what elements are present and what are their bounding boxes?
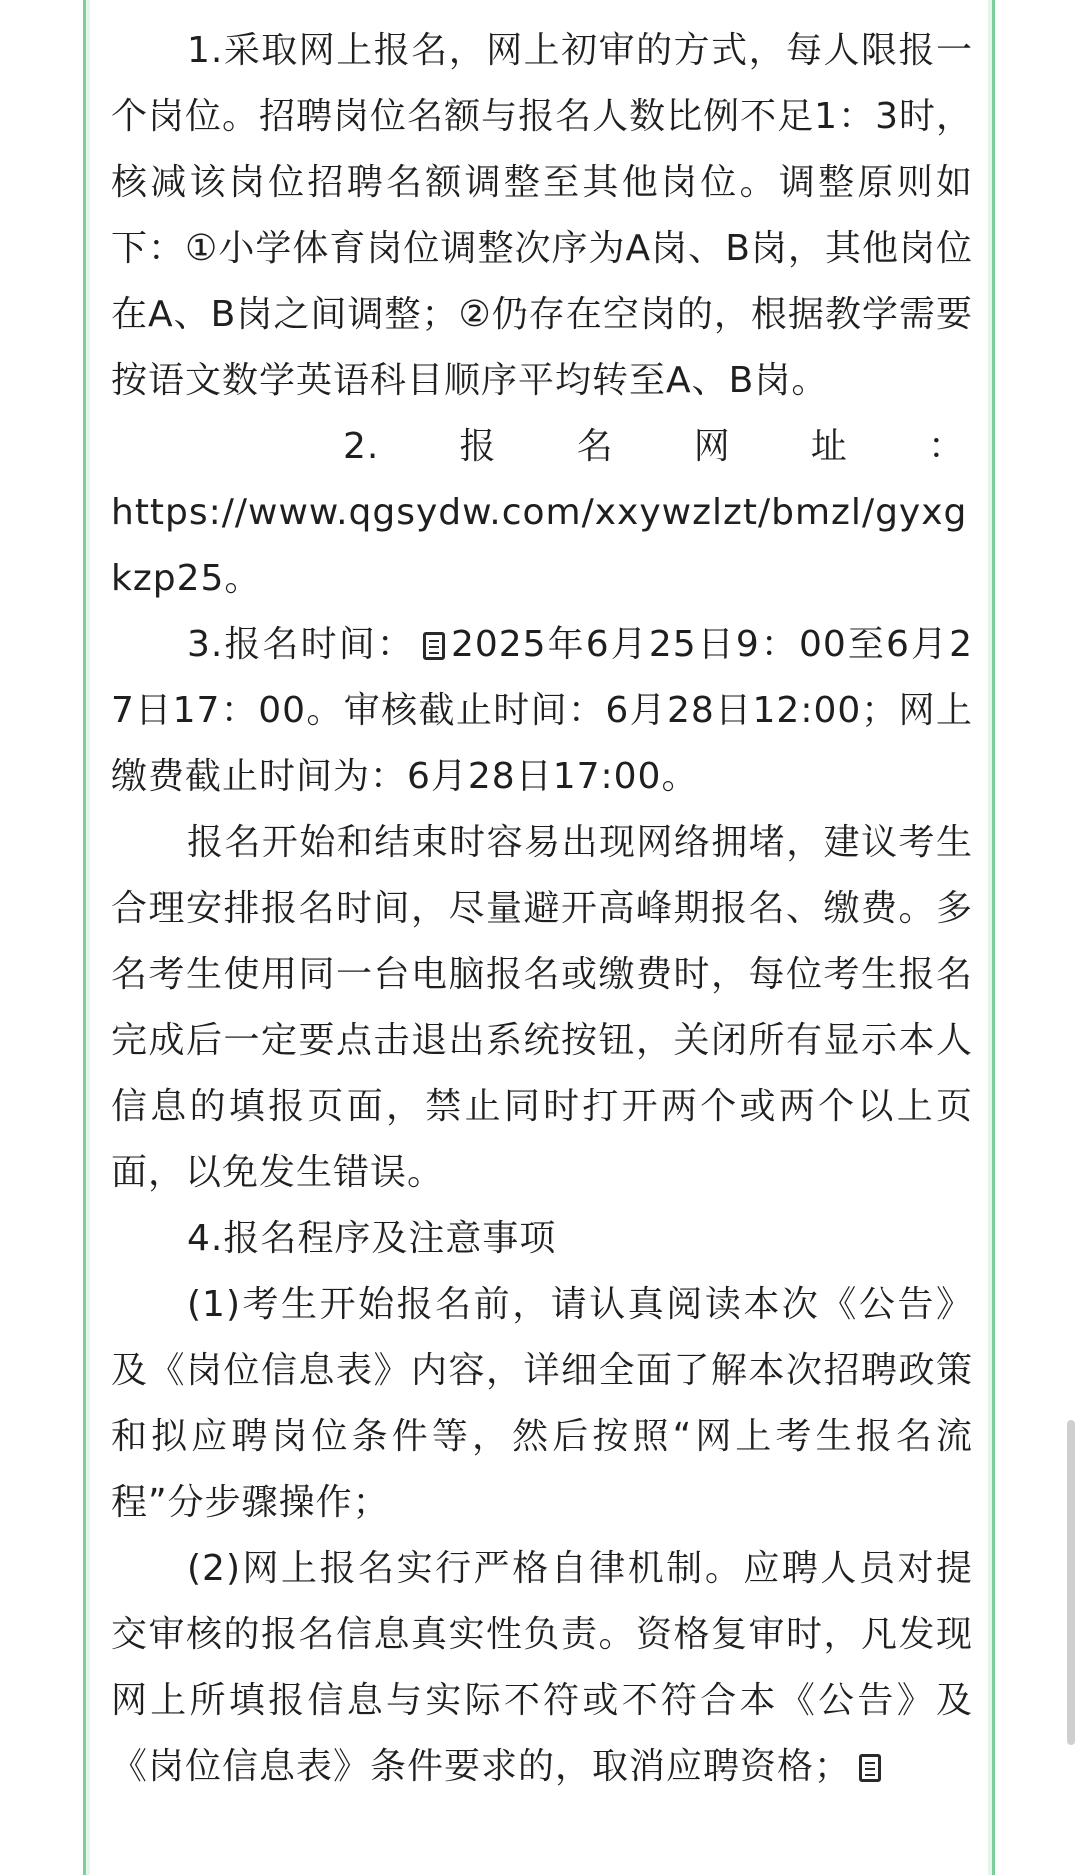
url-label-char: 名 <box>576 426 614 467</box>
paragraph-4: 报名开始和结束时容易出现网络拥堵，建议考生合理安排报名时间，尽量避开高峰期报名、缴费。多名考生使用同一台电脑报名或缴费时，每位考生报名完成后一定要点击退出系统按钮，关闭所有显示本人信息的填报页面，禁止同时打开两个或两个以上页面，以免发生错误。 <box>111 822 973 1193</box>
paragraph-3 <box>111 612 973 810</box>
paragraph-6: (1)考生开始报名前，请认真阅读本次《公告》及《岗位信息表》内容，详细全面了解本次招聘政策和拟应聘岗位条件等，然后按照“网上考生报名流程”分步骤操作； <box>111 1284 973 1523</box>
scrollbar-thumb[interactable] <box>1067 1420 1075 1745</box>
paragraph-7 <box>111 1536 973 1800</box>
paragraph-5: 4.报名程序及注意事项 <box>187 1218 557 1259</box>
url-label-char: 2. <box>343 426 380 467</box>
article-content <box>111 18 973 1800</box>
paragraph-7-text: (2)网上报名实行严格自律机制。应聘人员对提交审核的报名信息真实性负责。资格复审时，凡发现网上所填报信息与实际不符或不符合本《公告》及《岗位信息表》条件要求的，取消应聘资格； <box>111 1548 973 1787</box>
signup-time-text: 2025年6月25日9：00至6月27日17：00。审核截止时间：6月28日12:00；网上缴费截止时间为：6月28日17:00。 <box>111 624 973 797</box>
url-label-char: 报 <box>459 426 497 467</box>
signup-url-link[interactable]: https://www.qgsydw.com/xxywzlzt/bmzl/gyxgkzp25。 <box>111 492 968 599</box>
url-label-char: 址 <box>810 426 848 467</box>
url-label-char: ： <box>927 426 965 467</box>
paragraph-1: 1.采取网上报名，网上初审的方式，每人限报一个岗位。招聘岗位名额与报名人数比例不足1：3时，核减该岗位招聘名额调整至其他岗位。调整原则如下：①小学体育岗位调整次序为A岗、B岗，其他岗位在A、B岗之间调整；②仍存在空岗的，根据教学需要按语文数学英语科目顺序平均转至A、B岗。 <box>111 30 973 401</box>
signup-time-label: 3.报名时间： <box>187 624 415 665</box>
document-icon <box>859 1754 881 1782</box>
document-icon <box>423 632 445 660</box>
url-label-char: 网 <box>693 426 731 467</box>
signup-url-label <box>111 414 973 480</box>
